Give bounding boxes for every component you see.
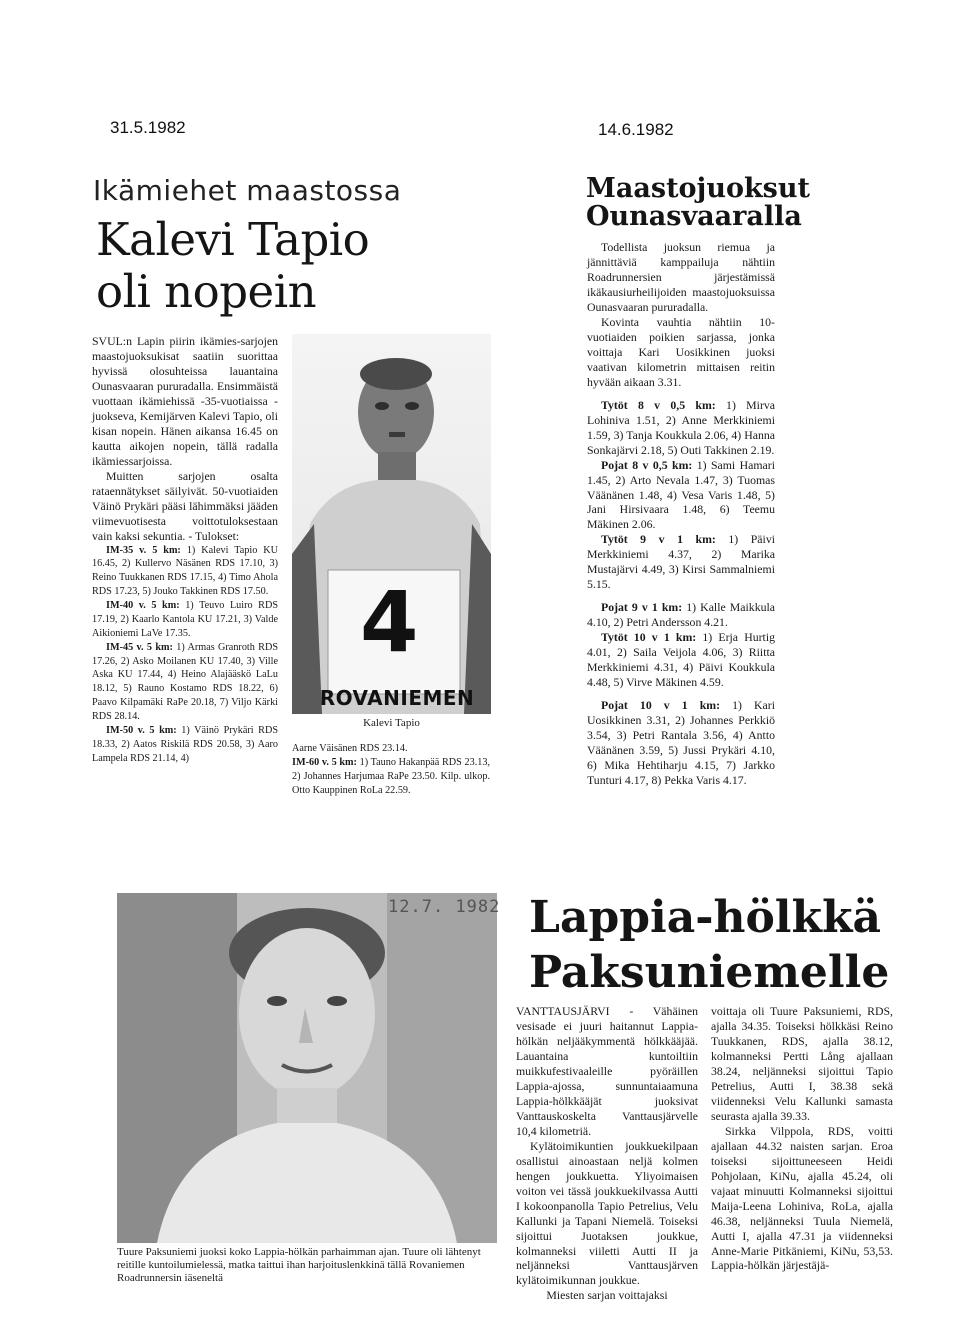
article3-paragraph: Miesten sarjan voittajaksi [546, 1288, 668, 1303]
article3-paragraph: VANTTAUSJÄRVI - Vähäinen vesisade ei juuri haitannut Lappia-hölkän neljääkymmentä hölkkääjää. Lauantaina kuntoiltiin muikkufestivaaleille pyöräillen Lappia-ajossa, sunnuntaiaamuna Lappia-hölkkääjät juoksivat Vanttauskoskelta Vanttausjärvelle 10,4 kilometriä. [516, 1004, 698, 1138]
kalevi-tapio-photo [292, 334, 491, 714]
result-text: 1) Sami Hamari 1.45, 2) Arto Nevala 1.47, 3) Tuomas Väänänen 1.48, 4) Vesa Varis 1.48, 5) Jani Hirsivaara 1.48, 6) Teemu Mäkinen 2.06. [587, 457, 775, 532]
article2-date: 14.6.1982 [598, 120, 674, 139]
article3-column-1 [516, 1004, 698, 1303]
article3-column-2 [711, 1004, 893, 1291]
result-text: 1) Päivi Merkkiniemi 4.37, 2) Marika Mustajärvi 4.49, 3) Kirsi Sammalniemi 5.15. [587, 532, 775, 592]
result-head: Pojat 8 v 0,5 km: [601, 457, 693, 472]
article1-result [292, 742, 490, 756]
article2-body [587, 240, 775, 788]
result-head: Tytöt 9 v 1 km: [601, 532, 716, 547]
article1-body [92, 334, 278, 766]
article2-paragraph: Todellista juoksun riemua ja jännittäviä kamppailuja nähtiin Roadrunnersien järjestämissä ikäkausiurheilijoiden maastojuoksuissa Ounasvaaran pururadalla. [587, 240, 775, 314]
result-text: 1) Mirva Lohiniva 1.51, 2) Anne Merkkiniemi 1.59, 3) Tanja Koukkula 2.06, 4) Hanna Sonkajärvi 2.18, 5) Outi Takkinen 2.19. [587, 397, 776, 457]
article1-kicker: Ikämiehet maastossa [93, 174, 402, 207]
result-head: IM-45 v. 5 km: [106, 641, 173, 653]
article3-headline [529, 890, 929, 1000]
result-head: Tytöt 8 v 0,5 km: [601, 397, 716, 412]
article1-result [92, 641, 278, 724]
result-head: Pojat 10 v 1 km: [601, 698, 721, 713]
kalevi-tapio-caption: Kalevi Tapio [363, 717, 420, 729]
result-head: Pojat 9 v 1 km: [601, 600, 683, 615]
article2-result [587, 532, 775, 592]
result-head: Tytöt 10 v 1 km: [601, 630, 697, 645]
article3-paragraph: Kylätoimikuntien joukkuekilpaan osallistui ainoastaan neljä kolmen hengen joukkuetta. Yliyoimaisen voiton vei tässä joukkuekilvassa Autti I kokoonpanolla Tapio Petrelius, Velu Kallunki ja Tapani Niemelä. Toiseksi sijoittui Juotaksen joukkue, kolmanneksi viiletti Autti II ja neljänneksi Vanttausjärven kylätoimikunnan joukkue. [516, 1138, 698, 1288]
result-text: 1) Kalle Maikkula 4.10, 2) Petri Andersson 4.21. [587, 600, 776, 630]
result-text: 1) Tauno Hakanpää RDS 23.13, 2) Johannes Harjumaa RaPe 23.50. Kilp. ulkop. Otto Kauppinen RoLa 22.59. [292, 756, 490, 796]
result-head: IM-60 v. 5 km: [292, 756, 357, 768]
article2-result [587, 698, 775, 788]
bib-number: 4 [360, 573, 419, 671]
article1-headline-line1: Kalevi Tapio [96, 213, 370, 266]
bib-text: ROVANIEMEN [319, 686, 475, 710]
article1-paragraph: SVUL:n Lapin piirin ikämies-sarjojen maastojuoksukisat saatiin suorittaa hyvissä olosuhteissa lauantaina Ounasvaaran pururadalla. Ensimmäistä vuottaan ikämiehissä -35-vuotiaissa - juokseva, Kemijärven Kalevi Tapio, oli kisan nopein. Hänen aikansa 16.45 on kautta aikojen nopein, tällä radalla ikämiessarjoissa. [92, 334, 278, 468]
article1-result [92, 724, 278, 766]
article1-result [92, 599, 278, 641]
article1-body-cont [292, 742, 490, 798]
article3-paragraph: voittaja oli Tuure Paksuniemi, RDS, ajalla 34.35. Toiseksi hölkkäsi Reino Tuukkanen, RDS, ajalla 38.12, kolmanneksi Pertti Lång ajallaan 38.24, neljänneksi sijoittui Tapio Petrelius, Autti I, 38.38 sekä viidenneksi Velu Kallunki samasta seurasta ajalla 39.33. [711, 1004, 893, 1123]
result-text: 1) Väinö Prykäri RDS 18.33, 2) Aatos Riskilä RDS 20.58, 3) Aaro Lampela RDS 21.14, 4) [92, 724, 278, 764]
result-text: 1) Kari Uosikkinen 3.31, 2) Johannes Perkkiö 3.54, 3) Petri Rantala 3.56, 4) Antto Väänänen 3.59, 5) Jussi Prykäri 4.10, 6) Mika Hehtiharju 4.15, 7) Jarkko Tunturi 4.17, 8) Pekka Varis 4.17. [587, 698, 775, 787]
result-head: IM-35 v. 5 km: [106, 544, 181, 556]
tuure-paksuniemi-caption: Tuure Paksuniemi juoksi koko Lappia-hölkän parhaimman ajan. Tuure oli lähtenyt reitille kuntoilumielessä, matka taittui ihan harjoituslenkkinä tällä Rovaniemen Roadrunnersin iäseneltä [117, 1246, 481, 1285]
runner-portrait-illustration [117, 893, 497, 1243]
article2-headline-line2: Ounasvaaralla [586, 201, 802, 233]
article2-headline [586, 175, 826, 232]
article1-headline [96, 214, 396, 318]
article2-result [587, 630, 775, 690]
article1-headline-line2: oli nopein [96, 264, 317, 318]
result-text: 1) Armas Granroth RDS 17.26, 2) Asko Moilanen KU 17.40, 3) Ville Aska KU 17.44, 4) Heino Alajääskö LaLu 18.12, 5) Rauno Kostamo RDS 18.22, 6) Paavo Kilpamäki RaPe 20.18, 7) Viljo Kärki RDS 28.14. [92, 641, 278, 723]
result-text: Aarne Väisänen RDS 23.14. [292, 743, 408, 754]
article3-headline-line1: Lappia-hölkkä [529, 892, 881, 943]
article2-result [587, 600, 775, 630]
result-head: IM-50 v. 5 km: [106, 724, 177, 736]
article1-paragraph: Muitten sarjojen osalta rataennätykset säilyivät. 50-vuotiaiden Väinö Prykäri pääsi lähimmäksi jääden viimevuotisesta voittotuloksestaan vain kaksi sekuntia. - Tulokset: [92, 468, 278, 543]
result-text: 1) Erja Hurtig 4.01, 2) Saila Veijola 4.06, 3) Riitta Merkkiniemi 4.31, 4) Päivi Koukkula 4.48, 5) Virve Mäkinen 4.59. [587, 630, 775, 690]
result-text: 1) Kalevi Tapio KU 16.45, 2) Kullervo Näsänen RDS 17.10, 3) Reino Tuukkanen RDS 17.15, 4) Timo Ahola RDS 17.23, 5) Jouko Takkinen RDS 17.50. [92, 544, 278, 598]
article1-date: 31.5.1982 [110, 118, 186, 137]
article2-result [587, 398, 775, 458]
article3-paragraph: Sirkka Vilppola, RDS, voitti ajallaan 44.32 naisten sarjan. Eroa toiseksi sijoittuneeseen Heidi Pohjolaan, KiNu, ajalla 45.24, oli vajaat minuutti Kolmanneksi sijoittui Maija-Leena Lohiniva, RoLa, ajalla 46.38, neljänneksi Tuula Niemelä, Autti I, ajalla 47.31 ja viidenneksi Anne-Marie Pitkäniemi, KiNu, 53,53. Lappia-hölkän järjestäjä- [711, 1123, 893, 1273]
article3-headline-line2: Paksuniemelle [529, 947, 890, 998]
article3-date-stamp: 12.7. 1982 [388, 897, 501, 917]
article2-result [587, 458, 775, 533]
article1-result [92, 544, 278, 600]
article2-headline-line1: Maastojuoksut [586, 173, 810, 204]
article2-paragraph: Kovinta vauhtia nähtiin 10-vuotiaiden poikien sarjassa, jonka voittaja Kari Uosikkinen juoksi vaativan kilometrin mittaisen reitin hyvään aikaan 3.31. [587, 314, 775, 389]
article1-result [292, 756, 490, 798]
result-head: IM-40 v. 5 km: [106, 600, 180, 612]
tuure-paksuniemi-photo [117, 893, 497, 1243]
result-text: 1) Teuvo Luiro RDS 17.19, 2) Kaarlo Kantola KU 17.21, 3) Valde Aikioniemi LaVe 17.35. [92, 600, 278, 639]
